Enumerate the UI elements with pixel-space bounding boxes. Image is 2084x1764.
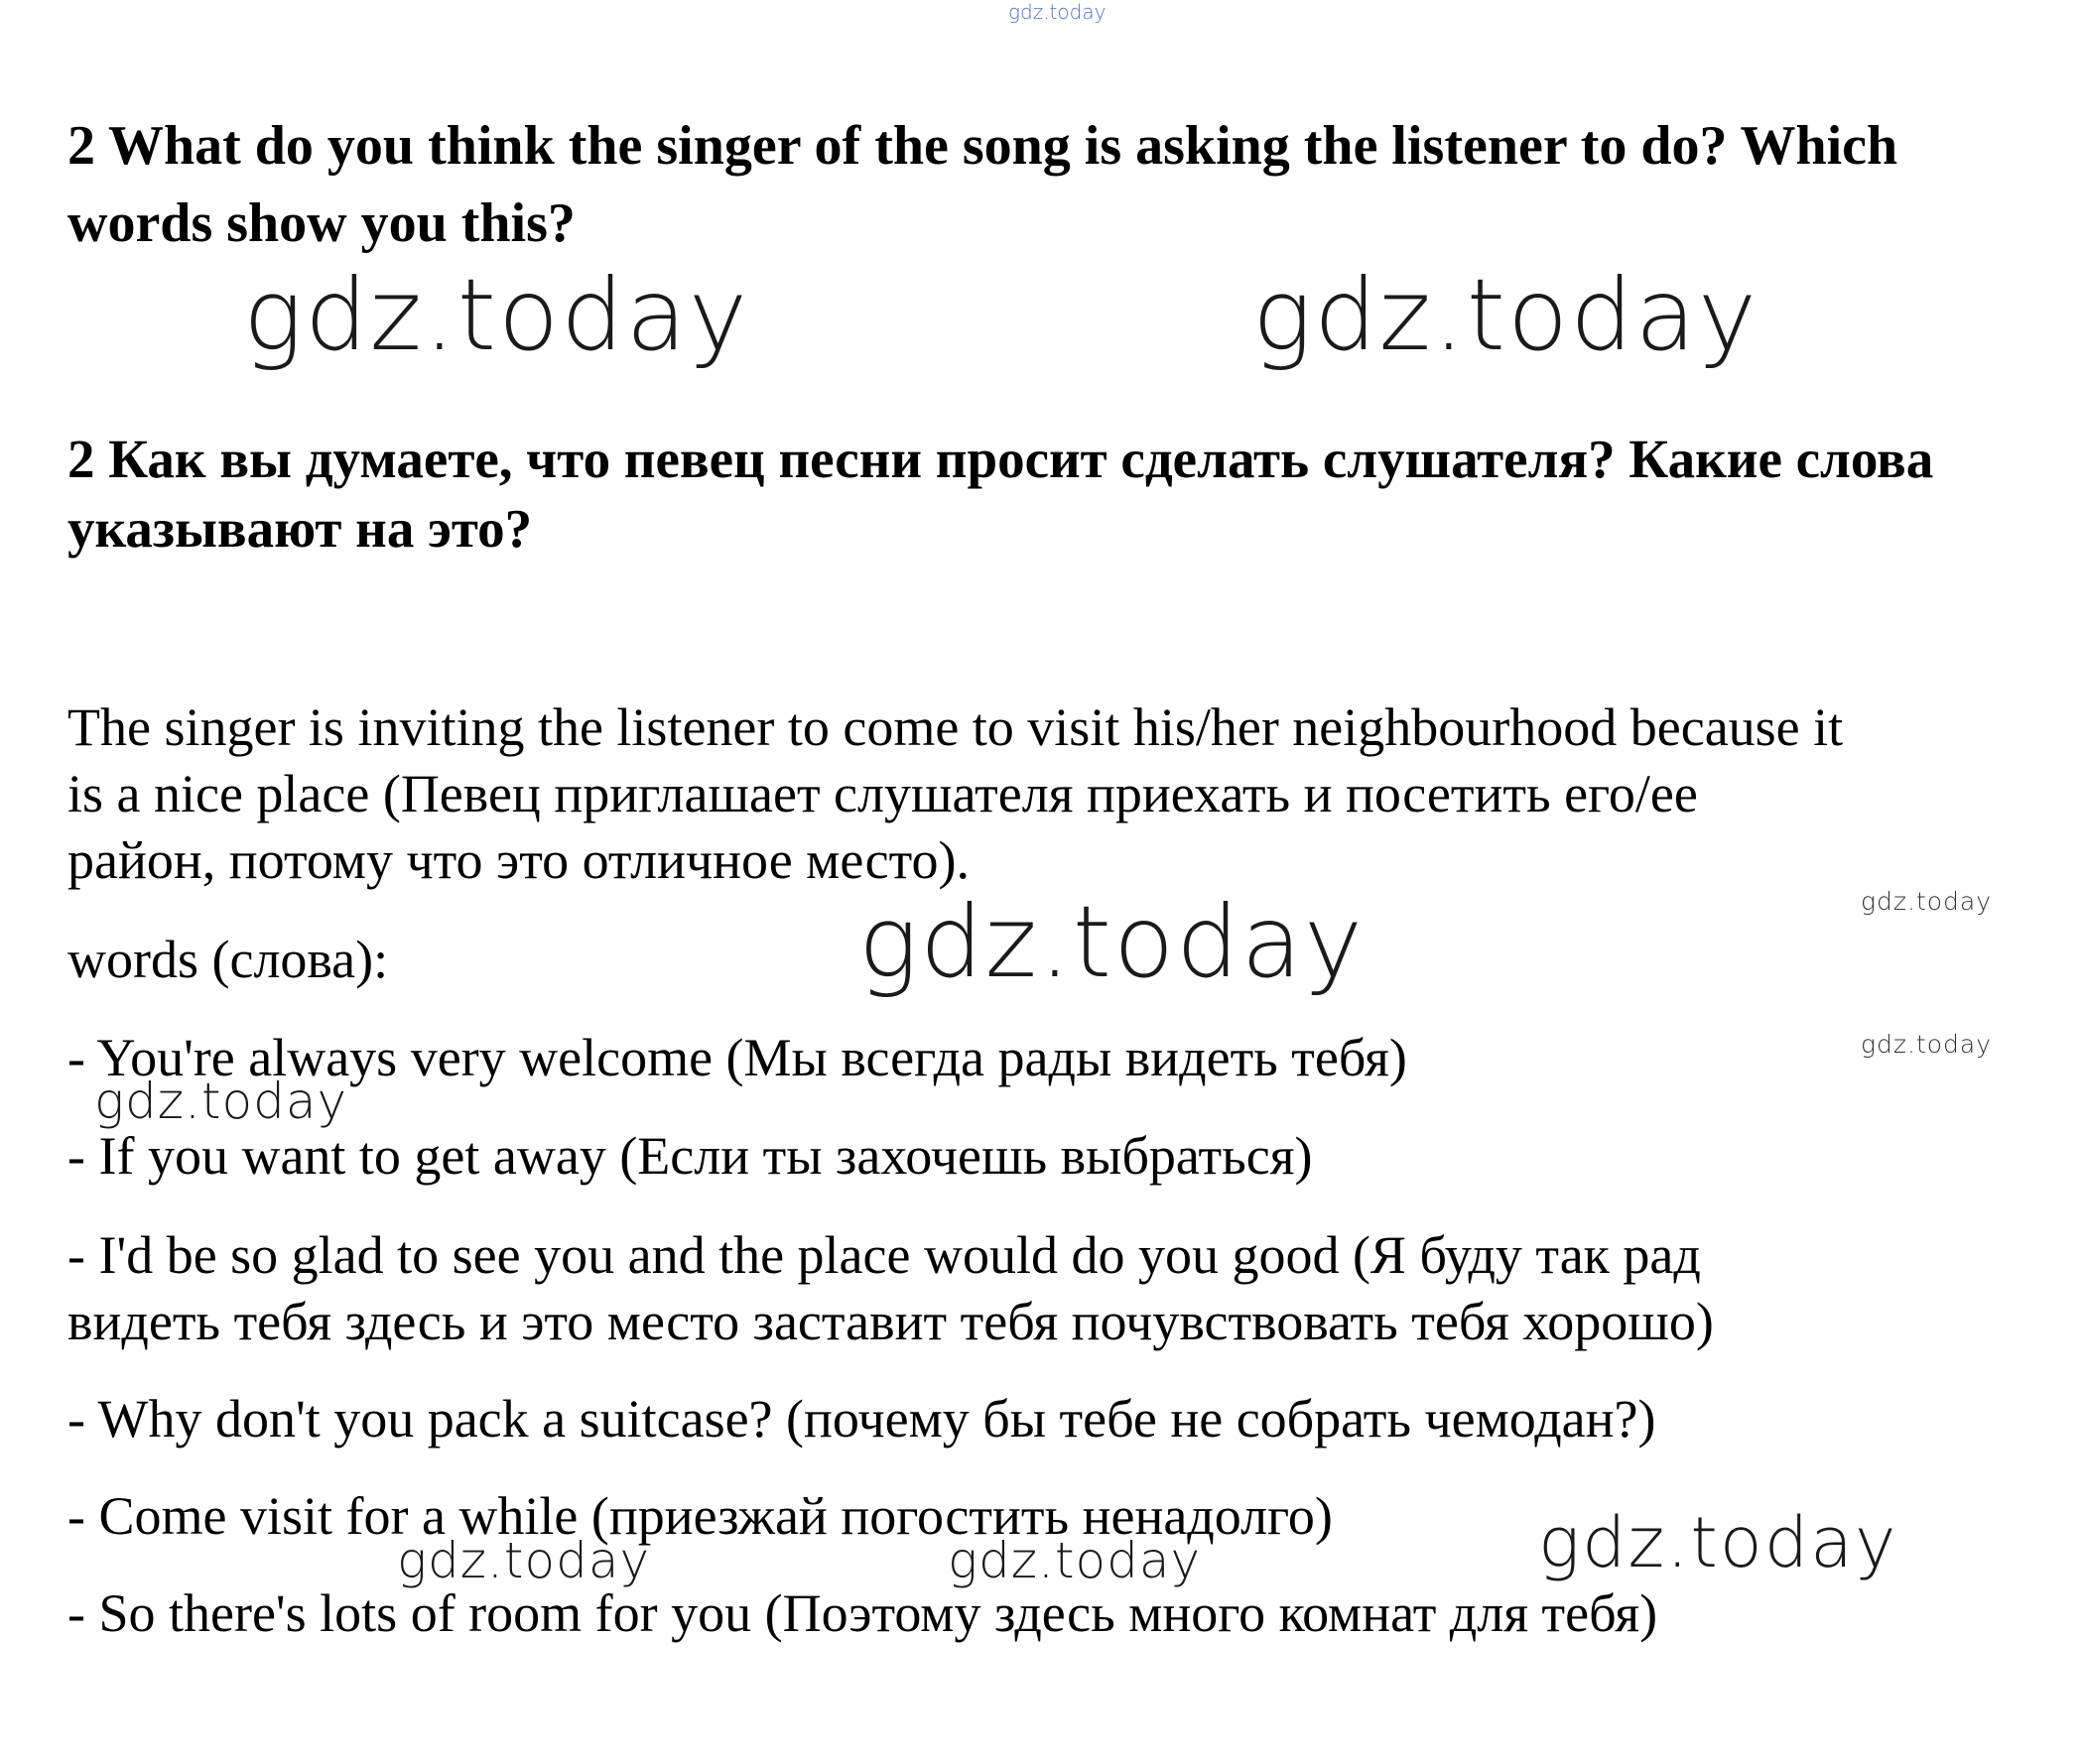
list-item: - I'd be so glad to see you and the place would do you good (Я буду так рад bbox=[67, 1225, 1701, 1285]
list-item-continuation: видеть тебя здесь и это место заставит тебя почувствовать тебя хорошо) bbox=[67, 1292, 1714, 1351]
answer-paragraph-line-2: is a nice place (Певец приглашает слушателя приехать и посетить его/ее bbox=[67, 764, 1698, 823]
words-label: words (слова): bbox=[67, 930, 389, 989]
answer-paragraph-line-1: The singer is inviting the listener to come to visit his/her neighbourhood because it bbox=[67, 697, 1844, 757]
list-item: - So there's lots of room for you (Поэтому здесь много комнат для тебя) bbox=[67, 1583, 1658, 1643]
answer-paragraph-line-3: район, потому что это отличное место). bbox=[67, 830, 970, 890]
watermark-large-center: gdz.today bbox=[858, 884, 1366, 1000]
watermark-small-right-2: gdz.today bbox=[1861, 1030, 1993, 1059]
list-item: - Come visit for a while (приезжай погостить ненадолго) bbox=[67, 1486, 1333, 1546]
watermark-large-left: gdz.today bbox=[243, 257, 750, 373]
watermark-top: gdz.today bbox=[1008, 0, 1107, 24]
watermark-medium-bottom-left: gdz.today bbox=[397, 1532, 651, 1589]
watermark-small-right-1: gdz.today bbox=[1861, 887, 1993, 916]
watermark-large-bottom-right: gdz.today bbox=[1538, 1502, 1898, 1583]
question-russian: 2 Как вы думаете, что певец песни просит сделать слушателя? Какие слова указывают на это? bbox=[67, 429, 1934, 559]
question-english: 2 What do you think the singer of the song is asking the listener to do? Which words show you this? bbox=[67, 115, 1898, 254]
watermark-large-right: gdz.today bbox=[1252, 257, 1759, 373]
list-item: - You're always very welcome (Мы всегда рады видеть тебя) bbox=[67, 1028, 1407, 1087]
list-item: - Why don't you pack a suitcase? (почему бы тебе не собрать чемодан?) bbox=[67, 1389, 1656, 1449]
list-item: - If you want to get away (Если ты захочешь выбраться) bbox=[67, 1126, 1313, 1186]
watermark-medium-left: gdz.today bbox=[94, 1072, 348, 1130]
watermark-medium-bottom-center: gdz.today bbox=[948, 1532, 1202, 1589]
